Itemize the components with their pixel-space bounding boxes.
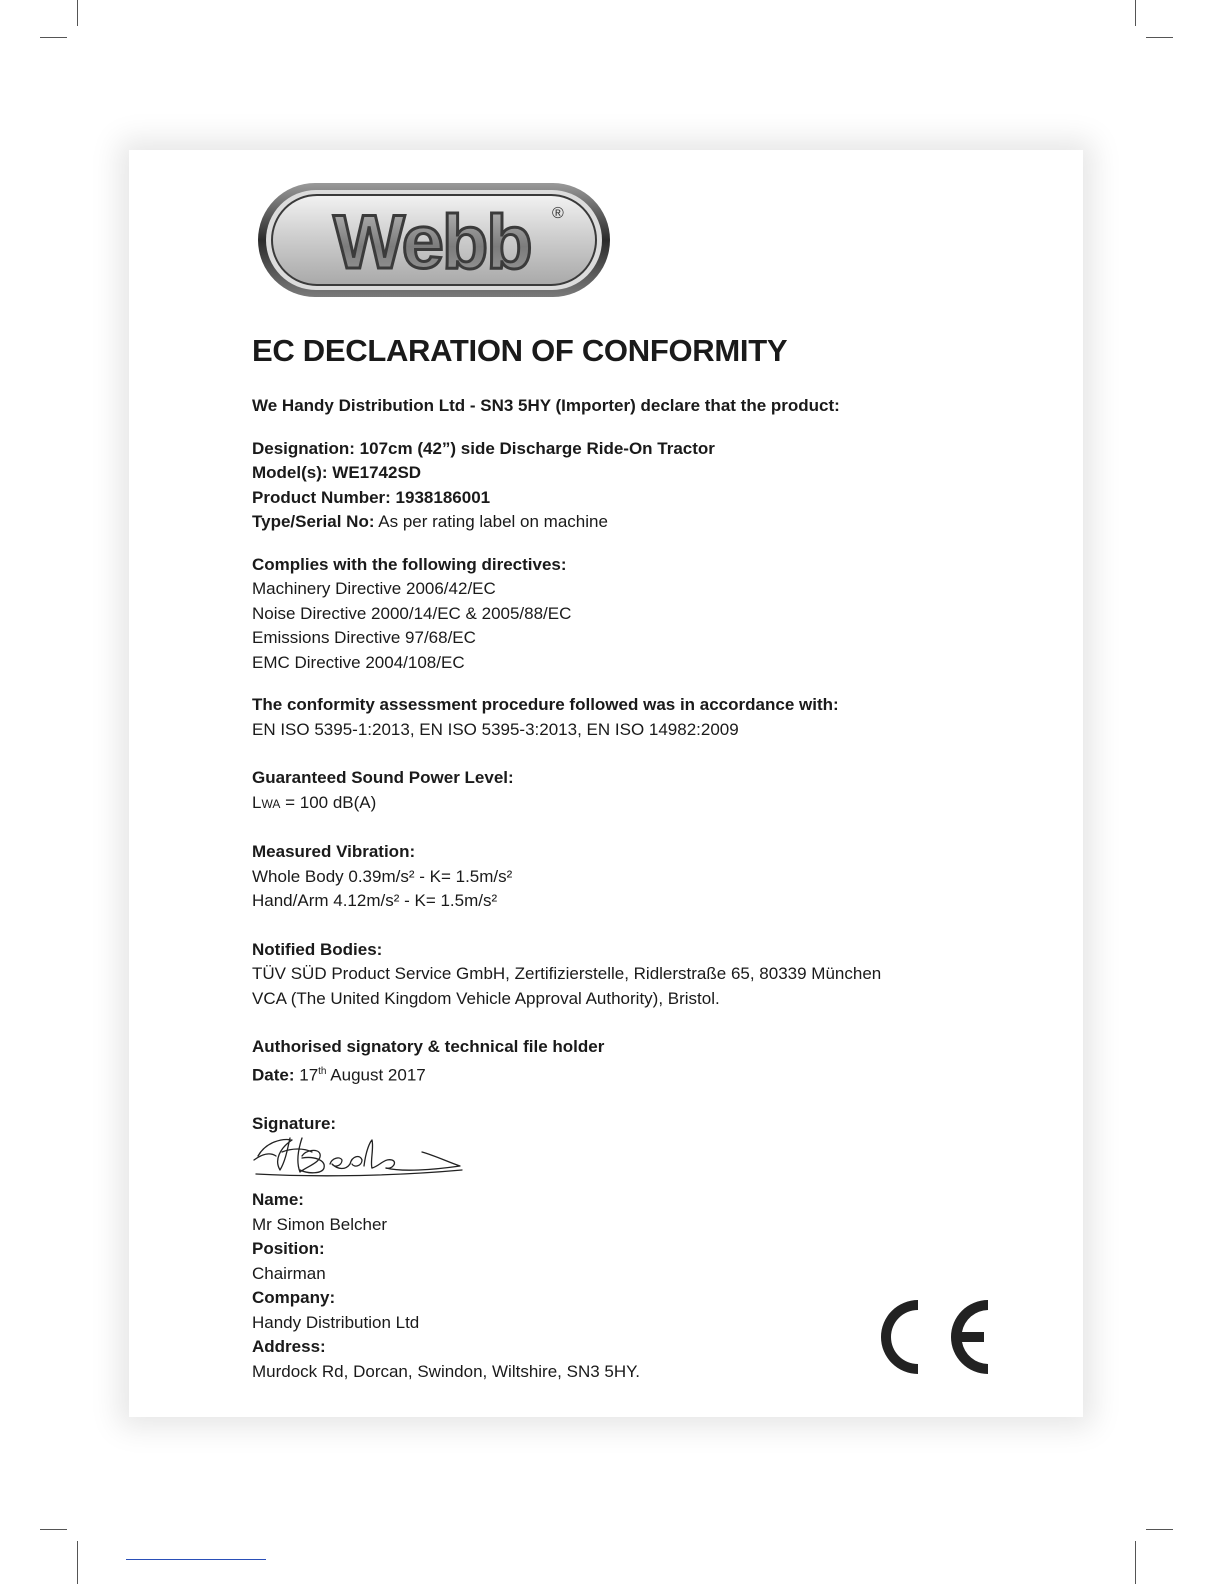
crop-mark <box>1135 0 1136 26</box>
crop-mark <box>40 37 67 38</box>
directive-item: EMC Directive 2004/108/EC <box>252 652 465 672</box>
product-number: Product Number: 1938186001 <box>252 487 491 507</box>
notified-body: VCA (The United Kingdom Vehicle Approval Authority), Bristol. <box>252 988 720 1008</box>
company-label: Company: <box>252 1288 336 1308</box>
ce-mark-icon <box>878 1296 990 1378</box>
declaration-content <box>252 332 1012 1384</box>
vibration-hand-arm: Hand/Arm 4.12m/s² - K= 1.5m/s² <box>252 891 498 910</box>
sound-value <box>252 791 1012 817</box>
registered-mark: ® <box>552 205 564 222</box>
crop-mark <box>1146 1529 1173 1530</box>
assessment-heading: The conformity assessment procedure followed was in accordance with: <box>252 695 839 714</box>
assessment-standards: EN ISO 5395-1:2013, EN ISO 5395-3:2013, EN ISO 14982:2009 <box>252 719 739 739</box>
sound-level: = 100 dB(A) <box>280 792 377 812</box>
address-value: Murdock Rd, Dorcan, Swindon, Wiltshire, SN3 5HY. <box>252 1361 641 1381</box>
directive-item: Emissions Directive 97/68/EC <box>252 628 476 647</box>
vibration-whole-body: Whole Body 0.39m/s² - K= 1.5m/s² <box>252 866 513 886</box>
notified-body: TÜV SÜD Product Service GmbH, Zertifizierstelle, Ridlerstraße 65, 80339 München <box>252 964 882 983</box>
crop-mark <box>1135 1541 1136 1584</box>
product-models: Model(s): WE1742SD <box>252 463 422 482</box>
sound-heading: Guaranteed Sound Power Level: <box>252 768 514 787</box>
date-day: 17 <box>294 1065 319 1085</box>
crop-mark <box>1146 37 1173 38</box>
crop-mark <box>77 0 78 26</box>
logo-wordmark: Webb <box>333 200 531 285</box>
sound-symbol: L <box>252 792 262 812</box>
vibration-heading: Measured Vibration: <box>252 842 416 861</box>
company-value: Handy Distribution Ltd <box>252 1312 420 1332</box>
address-label: Address: <box>252 1337 326 1357</box>
signature-image <box>252 1130 468 1182</box>
date-label: Date: <box>252 1065 295 1085</box>
signature-label: Signature: <box>252 1113 337 1133</box>
type-serial <box>252 510 1012 535</box>
position-value: Chairman <box>252 1263 326 1283</box>
signatory-heading: Authorised signatory & technical file holder <box>252 1037 605 1056</box>
notified-bodies-heading: Notified Bodies: <box>252 939 383 959</box>
crop-mark <box>40 1529 67 1530</box>
type-serial-label: Type/Serial No: <box>252 512 375 531</box>
directive-item: Noise Directive 2000/14/EC & 2005/88/EC <box>252 603 572 623</box>
date-rest: August 2017 <box>326 1065 426 1085</box>
name-label: Name: <box>252 1190 304 1210</box>
position-label: Position: <box>252 1239 325 1259</box>
footer-underline <box>126 1559 266 1560</box>
sound-symbol-sub: WA <box>261 796 281 811</box>
date-suffix: th <box>318 1065 327 1077</box>
directives-heading: Complies with the following directives: <box>252 554 567 574</box>
type-serial-value: As per rating label on machine <box>374 512 608 531</box>
crop-mark <box>77 1541 78 1584</box>
webb-logo <box>256 180 612 302</box>
page-title: EC DECLARATION OF CONFORMITY <box>252 333 788 368</box>
directive-item: Machinery Directive 2006/42/EC <box>252 579 496 598</box>
signatory-date <box>252 1060 1012 1088</box>
product-designation: Designation: 107cm (42”) side Discharge Ride-On Tractor <box>252 438 715 458</box>
name-value: Mr Simon Belcher <box>252 1214 388 1234</box>
intro-statement: We Handy Distribution Ltd - SN3 5HY (Importer) declare that the product: <box>252 396 840 415</box>
